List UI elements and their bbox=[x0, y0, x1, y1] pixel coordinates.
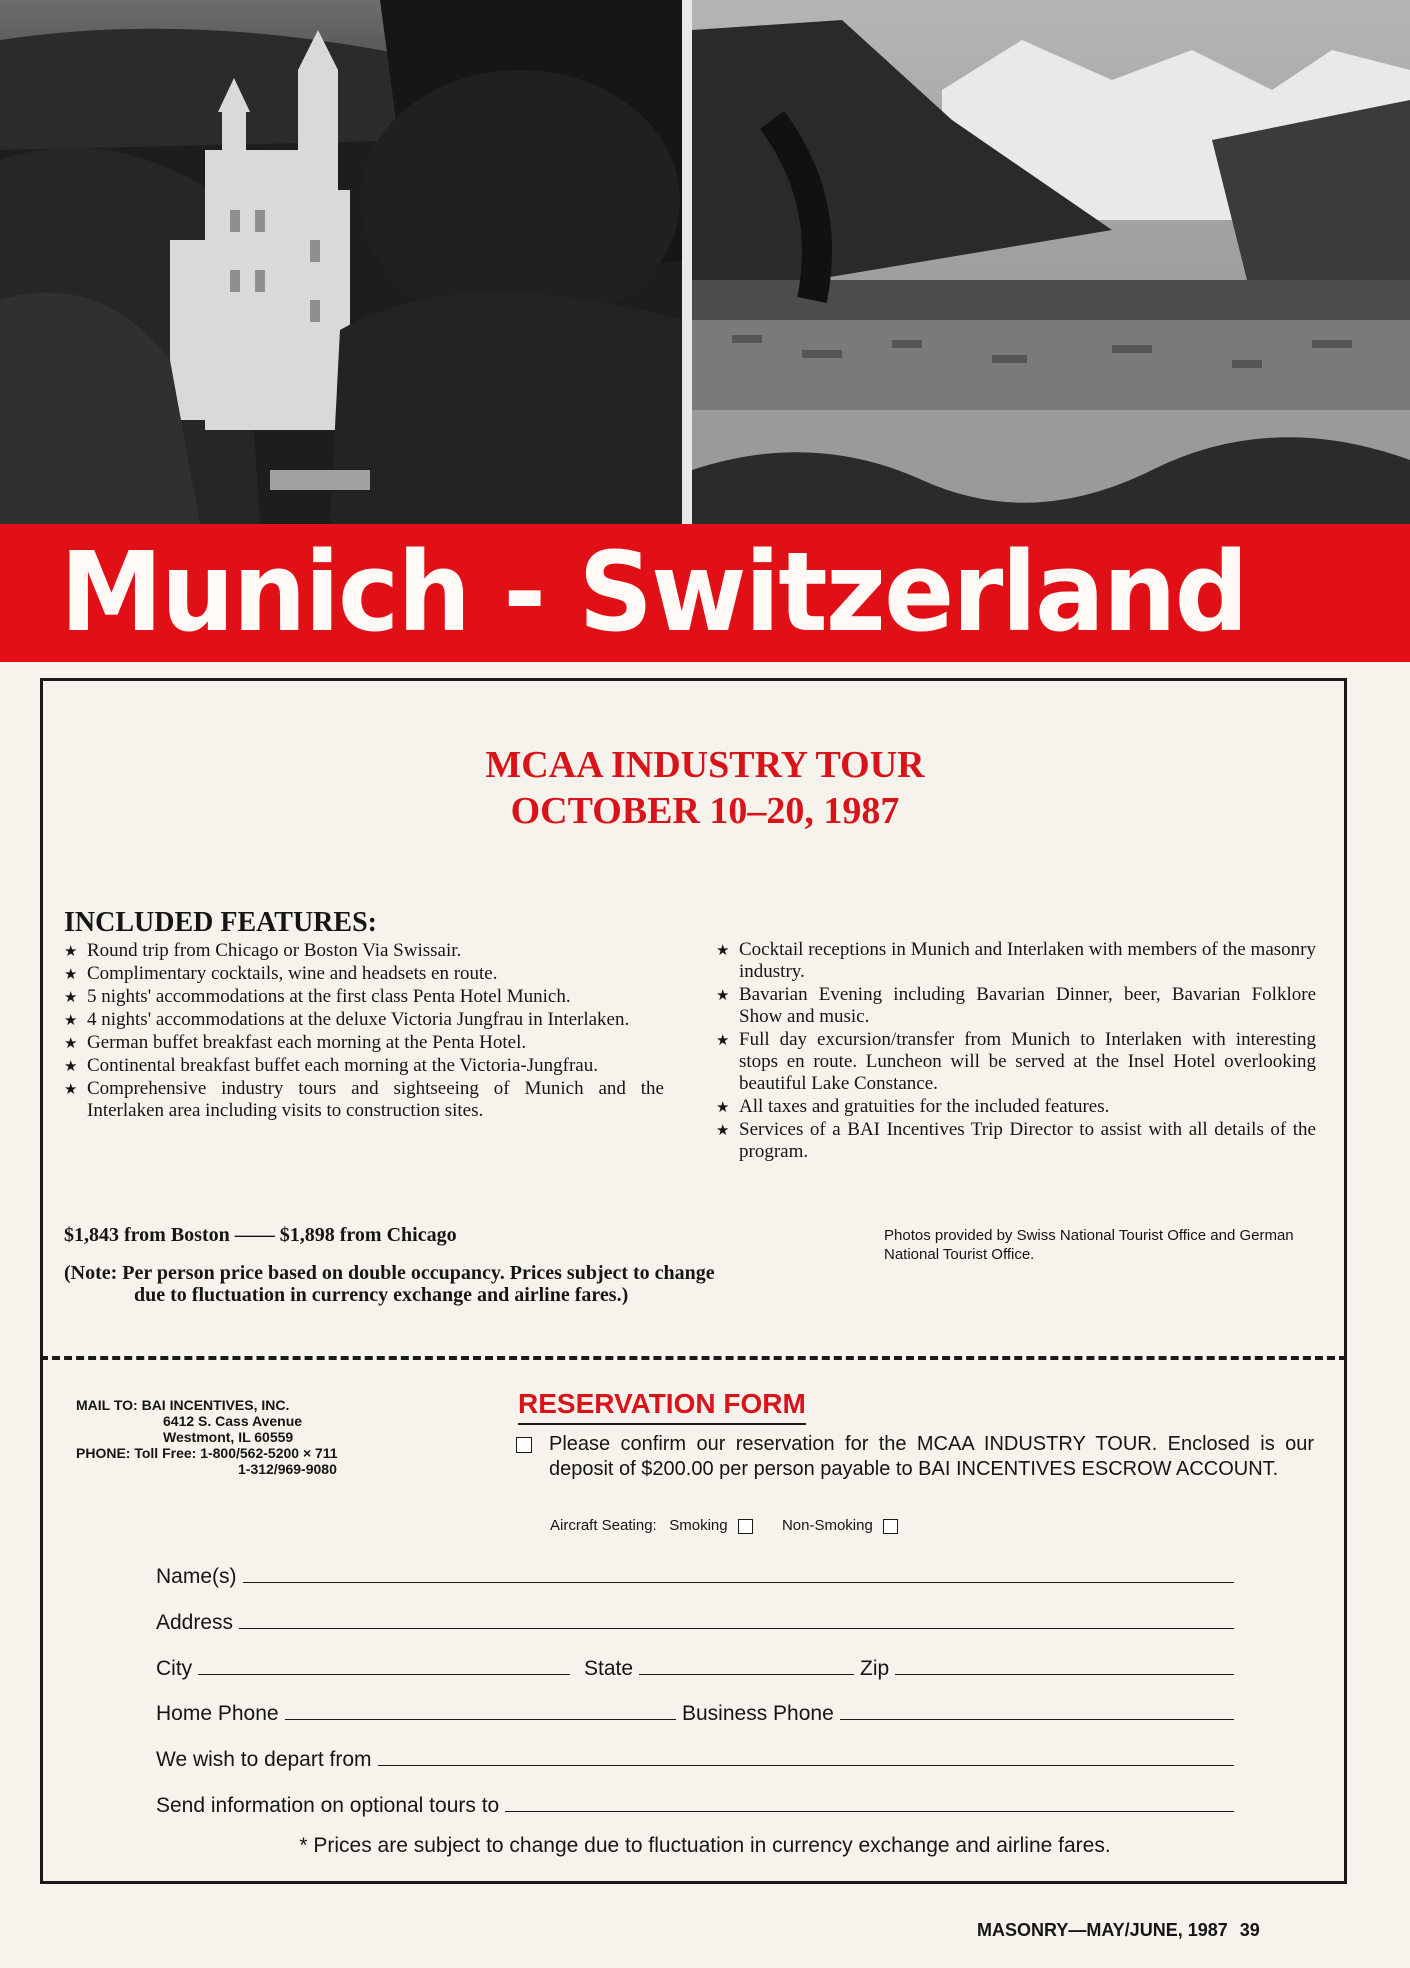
zip-line[interactable] bbox=[895, 1652, 1234, 1675]
optional-tours-label: Send information on optional tours to bbox=[156, 1794, 500, 1817]
mail-to-company: MAIL TO: BAI INCENTIVES, INC. bbox=[76, 1397, 290, 1413]
cut-line bbox=[40, 1356, 1347, 1360]
destination-title: Munich - Switzerland bbox=[60, 528, 1247, 656]
depart-field[interactable] bbox=[156, 1743, 1234, 1772]
feature-item: ★ Round trip from Chicago or Boston Via Swissair. bbox=[64, 940, 462, 961]
names-row bbox=[156, 1560, 1234, 1590]
title-banner bbox=[0, 524, 1410, 662]
feature-item: ★ German buffet breakfast each morning at the Penta Hotel. bbox=[64, 1032, 527, 1053]
price-note-line2: due to fluctuation in currency exchange and airline fares.) bbox=[134, 1284, 629, 1306]
reservation-form-title: RESERVATION FORM bbox=[518, 1387, 806, 1425]
star-icon: ★ bbox=[64, 942, 78, 960]
page-footer bbox=[977, 1920, 1260, 1941]
address-row bbox=[156, 1606, 1234, 1636]
confirm-reservation bbox=[514, 1432, 1314, 1482]
features-list-left bbox=[64, 940, 664, 1123]
smoking-checkbox[interactable] bbox=[738, 1519, 753, 1534]
optional-tours-row bbox=[156, 1789, 1234, 1819]
non-smoking-checkbox[interactable] bbox=[883, 1519, 898, 1534]
star-icon: ★ bbox=[64, 988, 78, 1006]
feature-item: ★ Comprehensive industry tours and sightseeing of Munich and the Interlaken area including visits to construction sites. bbox=[64, 1078, 664, 1121]
non-smoking-label: Non-Smoking bbox=[781, 1517, 873, 1534]
feature-item: ★ Full day excursion/transfer from Munich to Interlaken with interesting stops en route. Luncheon will be served at the Insel Hotel overlooking beautiful Lake Constance. bbox=[716, 1029, 1316, 1094]
feature-item: ★ Services of a BAI Incentives Trip Director to assist with all details of the program. bbox=[716, 1119, 1316, 1162]
city-state-zip-row bbox=[156, 1652, 1234, 1682]
star-icon: ★ bbox=[64, 965, 78, 983]
feature-item: ★ Complimentary cocktails, wine and headsets en route. bbox=[64, 963, 498, 984]
names-line[interactable] bbox=[243, 1560, 1234, 1583]
feature-item: ★ 5 nights' accommodations at the first class Penta Hotel Munich. bbox=[64, 986, 571, 1007]
price-note bbox=[64, 1262, 854, 1306]
star-icon: ★ bbox=[716, 941, 730, 959]
mail-to-block bbox=[76, 1397, 338, 1477]
tour-title-line1: MCAA INDUSTRY TOUR bbox=[485, 744, 925, 786]
zip-field[interactable] bbox=[860, 1652, 1234, 1681]
names-label: Name(s) bbox=[156, 1565, 237, 1588]
mail-to-street: 6412 S. Cass Avenue bbox=[163, 1413, 303, 1429]
price-line: $1,843 from Boston —— $1,898 from Chicago bbox=[64, 1224, 457, 1246]
star-icon: ★ bbox=[716, 1121, 730, 1139]
mail-to-phone: PHONE: Toll Free: 1-800/562-5200 × 711 bbox=[76, 1445, 338, 1461]
city-field[interactable] bbox=[156, 1652, 570, 1681]
star-icon: ★ bbox=[716, 1031, 730, 1049]
smoking-label: Smoking bbox=[669, 1517, 728, 1534]
price-footnote: * Prices are subject to change due to fluctuation in currency exchange and airline fares. bbox=[299, 1834, 1111, 1857]
star-icon: ★ bbox=[64, 1057, 78, 1075]
address-line[interactable] bbox=[239, 1606, 1234, 1629]
address-field[interactable] bbox=[156, 1606, 1234, 1635]
names-field[interactable] bbox=[156, 1560, 1234, 1589]
star-icon: ★ bbox=[716, 986, 730, 1004]
phone-row bbox=[156, 1697, 1234, 1727]
home-phone-field[interactable] bbox=[156, 1697, 676, 1726]
features-heading: INCLUDED FEATURES: bbox=[64, 907, 377, 938]
tour-dates: OCTOBER 10–20, 1987 bbox=[510, 790, 900, 832]
photo-strip bbox=[0, 0, 1410, 524]
star-icon: ★ bbox=[64, 1034, 78, 1052]
star-icon: ★ bbox=[64, 1011, 78, 1029]
confirm-text: Please confirm our reservation for the MCAA INDUSTRY TOUR. Enclosed is our deposit of $200.00 per person payable to BAI INCENTIVES ESCROW ACCOUNT. bbox=[549, 1433, 1314, 1480]
zip-label: Zip bbox=[860, 1657, 890, 1680]
depart-row bbox=[156, 1743, 1234, 1773]
feature-item: ★ 4 nights' accommodations at the deluxe Victoria Jungfrau in Interlaken. bbox=[64, 1009, 630, 1030]
feature-item: ★ Continental breakfast buffet each morning at the Victoria-Jungfrau. bbox=[64, 1055, 598, 1076]
page-number: 39 bbox=[1239, 1920, 1260, 1940]
price-note-line1: (Note: Per person price based on double occupancy. Prices subject to change bbox=[64, 1262, 715, 1284]
state-field[interactable] bbox=[584, 1652, 854, 1681]
star-icon: ★ bbox=[64, 1080, 78, 1098]
mail-to-city: Westmont, IL 60559 bbox=[163, 1429, 294, 1445]
business-phone-label: Business Phone bbox=[682, 1702, 834, 1725]
interlaken-photo bbox=[692, 0, 1410, 524]
state-line[interactable] bbox=[639, 1652, 854, 1675]
optional-tours-line[interactable] bbox=[505, 1789, 1234, 1812]
depart-label: We wish to depart from bbox=[156, 1748, 372, 1771]
star-icon: ★ bbox=[716, 1098, 730, 1116]
state-label: State bbox=[584, 1657, 634, 1680]
home-phone-line[interactable] bbox=[285, 1697, 676, 1720]
feature-item: ★ Cocktail receptions in Munich and Interlaken with members of the masonry industry. bbox=[716, 939, 1316, 982]
city-line[interactable] bbox=[198, 1652, 570, 1675]
mail-to-phone-alt: 1-312/969-9080 bbox=[238, 1461, 337, 1477]
city-label: City bbox=[156, 1657, 193, 1680]
feature-item: ★ Bavarian Evening including Bavarian Dinner, beer, Bavarian Folklore Show and music. bbox=[716, 984, 1316, 1027]
castle-photo bbox=[0, 0, 682, 524]
optional-tours-field[interactable] bbox=[156, 1789, 1234, 1818]
depart-line[interactable] bbox=[378, 1743, 1234, 1766]
aircraft-seating bbox=[550, 1517, 898, 1534]
business-phone-line[interactable] bbox=[840, 1697, 1234, 1720]
business-phone-field[interactable] bbox=[682, 1697, 1234, 1726]
photo-credit: Photos provided by Swiss National Tourist Office and German National Tourist Office. bbox=[884, 1227, 1294, 1263]
address-label: Address bbox=[156, 1611, 234, 1634]
confirm-checkbox[interactable] bbox=[516, 1437, 532, 1453]
seating-label: Aircraft Seating: bbox=[550, 1517, 657, 1534]
features-list-right bbox=[716, 939, 1316, 1164]
publication-line: MASONRY—MAY/JUNE, 1987 bbox=[977, 1920, 1228, 1940]
feature-item: ★ All taxes and gratuities for the included features. bbox=[716, 1096, 1110, 1117]
home-phone-label: Home Phone bbox=[156, 1702, 279, 1725]
